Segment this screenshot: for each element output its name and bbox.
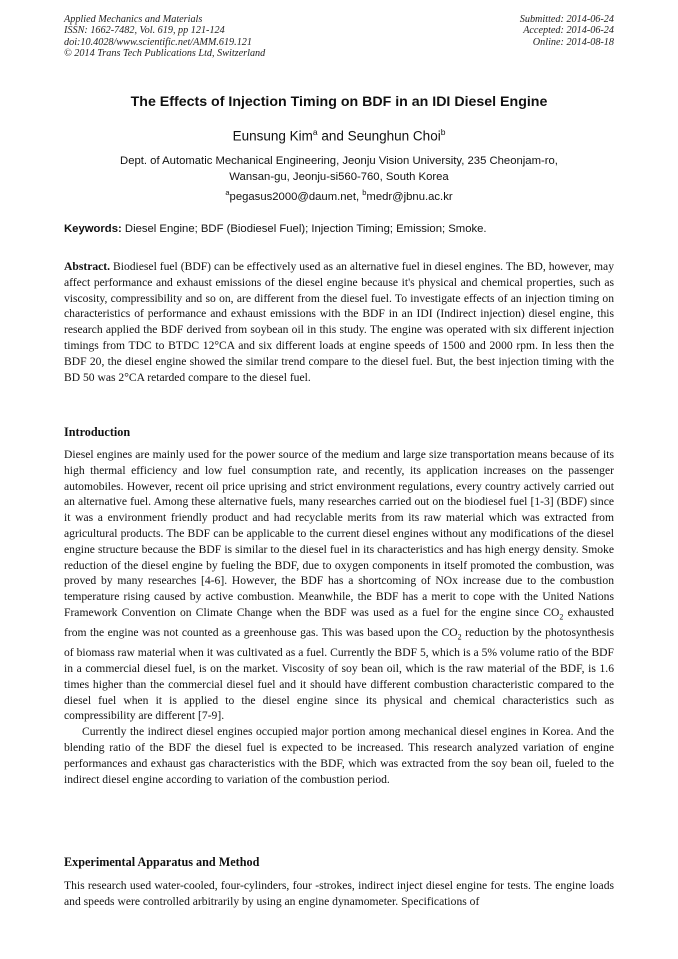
introduction-body [64, 447, 614, 787]
intro-p1-part-b: exhausted from the engine was not counted as a greenhouse gas. This was based upon the CO [64, 605, 614, 640]
publication-dates [520, 14, 614, 48]
journal-header [64, 14, 614, 70]
author-emails [64, 188, 614, 203]
keywords-text: Diesel Engine; BDF (Biodiesel Fuel); Injection Timing; Emission; Smoke. [121, 223, 487, 235]
paper-title: The Effects of Injection Timing on BDF in an IDI Diesel Engine [130, 94, 548, 110]
paper-page [64, 14, 614, 908]
journal-info [64, 14, 265, 60]
accepted-date: Accepted: 2014-06-24 [523, 25, 614, 37]
email-b[interactable]: medr@jbnu.ac.kr [366, 190, 453, 203]
abstract [64, 259, 614, 385]
author-conjunction: and [317, 128, 348, 144]
intro-paragraph-2: Currently the indirect diesel engines occupied major portion among mechanical diesel engines in Korea. And the blending ratio of the BDF the diesel fuel is expected to be increased. This research analyzed variation of engine performances and exhaust gas characteristics with the BDF, which was extracted from the soy bean oil, fueled to the indirect diesel engine according to variation of the combustion period. [64, 725, 614, 786]
affiliation [64, 154, 614, 185]
submitted-date: Submitted: 2014-06-24 [519, 14, 614, 25]
affiliation-line-2: Wansan-gu, Jeonju-si560-760, South Korea [229, 170, 449, 183]
intro-p1-sub-1: 2 [559, 612, 564, 622]
intro-paragraph-1 [64, 447, 614, 724]
author-line [64, 127, 614, 144]
journal-issn: ISSN: 1662-7482, Vol. 619, pp 121-124 [64, 25, 225, 37]
author-2-sup: b [440, 127, 446, 137]
email-b-sup: b [362, 188, 367, 197]
affiliation-line-1: Dept. of Automatic Mechanical Engineering, Jeonju Vision University, 235 Cheonjam-ro, [120, 155, 558, 167]
journal-copyright: © 2014 Trans Tech Publications Ltd, Switzerland [64, 48, 266, 60]
method-paragraph-1: This research used water-cooled, four-cylinders, four -strokes, indirect inject diesel engine for tests. The engine loads and speeds were controlled arbitrarily by using an engine dynamometer. Specifications of [64, 879, 614, 908]
intro-p1-sub-2: 2 [457, 632, 462, 642]
method-body [64, 878, 614, 910]
email-a-sup: a [225, 188, 230, 197]
intro-p1-part-c: reduction by the photosynthesis of biomass raw material when it was cultivated as a fuel. Currently the BDF 5, which is a 5% volume ratio of the BDF in a commercial diesel fuel, is on the market. Viscosity of soy bean oil, which is the raw material of the BDF, is 1.6 times higher than the commercial diesel fuel and it should have different combustion characteristic compared to the diesel fuel when it is applied to the diesel engine since its physical and chemical characteristics such as compressibility are different [7-9]. [64, 626, 614, 723]
author-1-sup: a [312, 127, 318, 137]
abstract-text: Biodiesel fuel (BDF) can be effectively used as an alternative fuel in diesel engines. The BD, however, may affect performance and exhaust emissions of the diesel engine because it's physical and chemical properties, such as viscosity, compressibility and so on, are different from the diesel fuel. To investigate effects of an injection timing on characteristics of performance and exhaust emissions with the BDF in an IDI (Indirect injection) diesel engine, this research applied the BDF derived from soybean oil in this study. The engine was operated with six different injection timings from TDC to BTDC 12°CA and six different loads at engine speeds of 1500 and 2000 rpm. In less then the BDF 20, the diesel engine showed the similar trend compare to the diesel fuel. But, the best injection timing with the BD 50 was 2°CA retarded compare to the diesel fuel. [64, 260, 614, 384]
author-1: Eunsung Kim [232, 128, 313, 144]
method-heading: Experimental Apparatus and Method [64, 855, 260, 869]
keywords-label: Keywords: [64, 223, 122, 235]
intro-p1-part-a: Diesel engines are mainly used for the power source of the medium and large size transportation means because of its high thermal efficiency and low fuel consumption rate, and recently, its application increases on the passenger automobiles. However, recent oil price uprising and strict environment regulations, every country actively carried out an alternative fuel. Among these alternative fuels, many researches carried out on the biodiesel fuel [1-3] (BDF) since it was a environment friendly product and had recyclable merits from its raw material which was extracted from agricultural products. The BDF can be applicable to the current diesel engines without any modifications of the diesel engine structure because the BDF is similar to the diesel fuel in its characteristics and has high energy density. Smoke reduction of the diesel engine by fueling the BDF, due to oxygen components in itself promoted the combustion, was proved by many researches [4-6]. However, the BDF has a shortcoming of NOx increase due to the combustion temperature rising caused by active combustion. Meanwhile, the BDF has a merit to cope with the United Nations Framework Convention on Climate Change when the BDF was used as a fuel for the engine since CO [64, 448, 614, 619]
abstract-label: Abstract. [64, 260, 111, 273]
journal-name: Applied Mechanics and Materials [64, 14, 203, 25]
keywords [64, 223, 614, 235]
email-a[interactable]: pegasus2000@daum.net, [229, 190, 363, 203]
online-date: Online: 2014-08-18 [532, 36, 614, 48]
journal-doi[interactable]: doi:10.4028/www.scientific.net/AMM.619.121 [64, 36, 252, 48]
introduction-heading: Introduction [64, 425, 131, 439]
author-2: Seunghun Choi [347, 128, 441, 144]
